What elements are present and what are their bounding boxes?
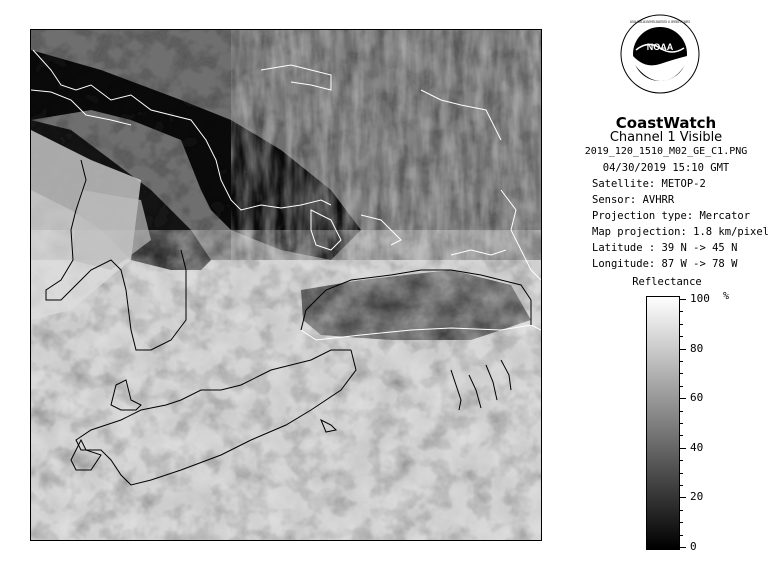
satellite-map-svg — [31, 30, 541, 540]
reflectance-colorbar — [646, 296, 680, 550]
colorbar-minor-tick — [680, 324, 683, 325]
noaa-ring-text: NATIONAL OCEANIC AND ATMOSPHERIC ADMINISTRATION · U.S. DEPARTMENT OF COMMERCE — [630, 19, 691, 24]
colorbar-minor-tick — [680, 361, 683, 362]
colorbar-tick-80 — [680, 349, 686, 350]
colorbar-minor-tick — [680, 460, 683, 461]
noaa-seal-icon — [620, 14, 700, 94]
filename-label: 2019_120_1510_M02_GE_C1.PNG — [584, 146, 748, 157]
colorbar-tick-0 — [680, 547, 686, 548]
latitude-label: Latitude : 39 N -> 45 N — [592, 242, 738, 254]
projection-type-label: Projection type: Mercator — [592, 210, 751, 222]
colorbar-minor-tick — [680, 435, 683, 436]
colorbar-minor-tick — [680, 535, 683, 536]
satellite-label: Satellite: METOP-2 — [592, 178, 706, 190]
sensor-label: Sensor: AVHRR — [592, 194, 675, 206]
channel-label: Channel 1 Visible — [609, 130, 723, 145]
colorbar-minor-tick — [680, 485, 683, 486]
colorbar-tick-60 — [680, 398, 686, 399]
colorbar-tick-label: 20 — [690, 490, 704, 504]
datetime-label: 04/30/2019 15:10 GMT — [602, 162, 730, 174]
colorbar-tick-label: 0 — [690, 540, 697, 553]
brand-title: CoastWatch — [615, 114, 717, 132]
noaa-logo — [620, 14, 700, 94]
colorbar-minor-tick — [680, 311, 683, 312]
colorbar-minor-tick — [680, 373, 683, 374]
colorbar-tick-label: 40 — [690, 440, 704, 454]
map-projection-label: Map projection: 1.8 km/pixel — [592, 226, 770, 238]
noaa-logo-text: NOAA — [646, 42, 674, 52]
colorbar-minor-tick — [680, 423, 683, 424]
satellite-image — [30, 29, 542, 541]
colorbar-tick-100 — [680, 299, 686, 300]
colorbar-minor-tick — [680, 473, 683, 474]
colorbar-minor-tick — [680, 510, 683, 511]
colorbar-tick-20 — [680, 497, 686, 498]
colorbar-minor-tick — [680, 411, 683, 412]
colorbar-unit: % — [723, 291, 730, 302]
colorbar-minor-tick — [680, 336, 683, 337]
colorbar-minor-tick — [680, 386, 683, 387]
colorbar-title: Reflectance — [632, 276, 702, 288]
colorbar-minor-tick — [680, 522, 683, 523]
colorbar-tick-40 — [680, 448, 686, 449]
longitude-label: Longitude: 87 W -> 78 W — [592, 258, 738, 270]
colorbar-tick-label: 60 — [690, 391, 704, 405]
colorbar-tick-label: 80 — [690, 341, 704, 355]
colorbar-tick-label: 100 — [690, 292, 710, 305]
